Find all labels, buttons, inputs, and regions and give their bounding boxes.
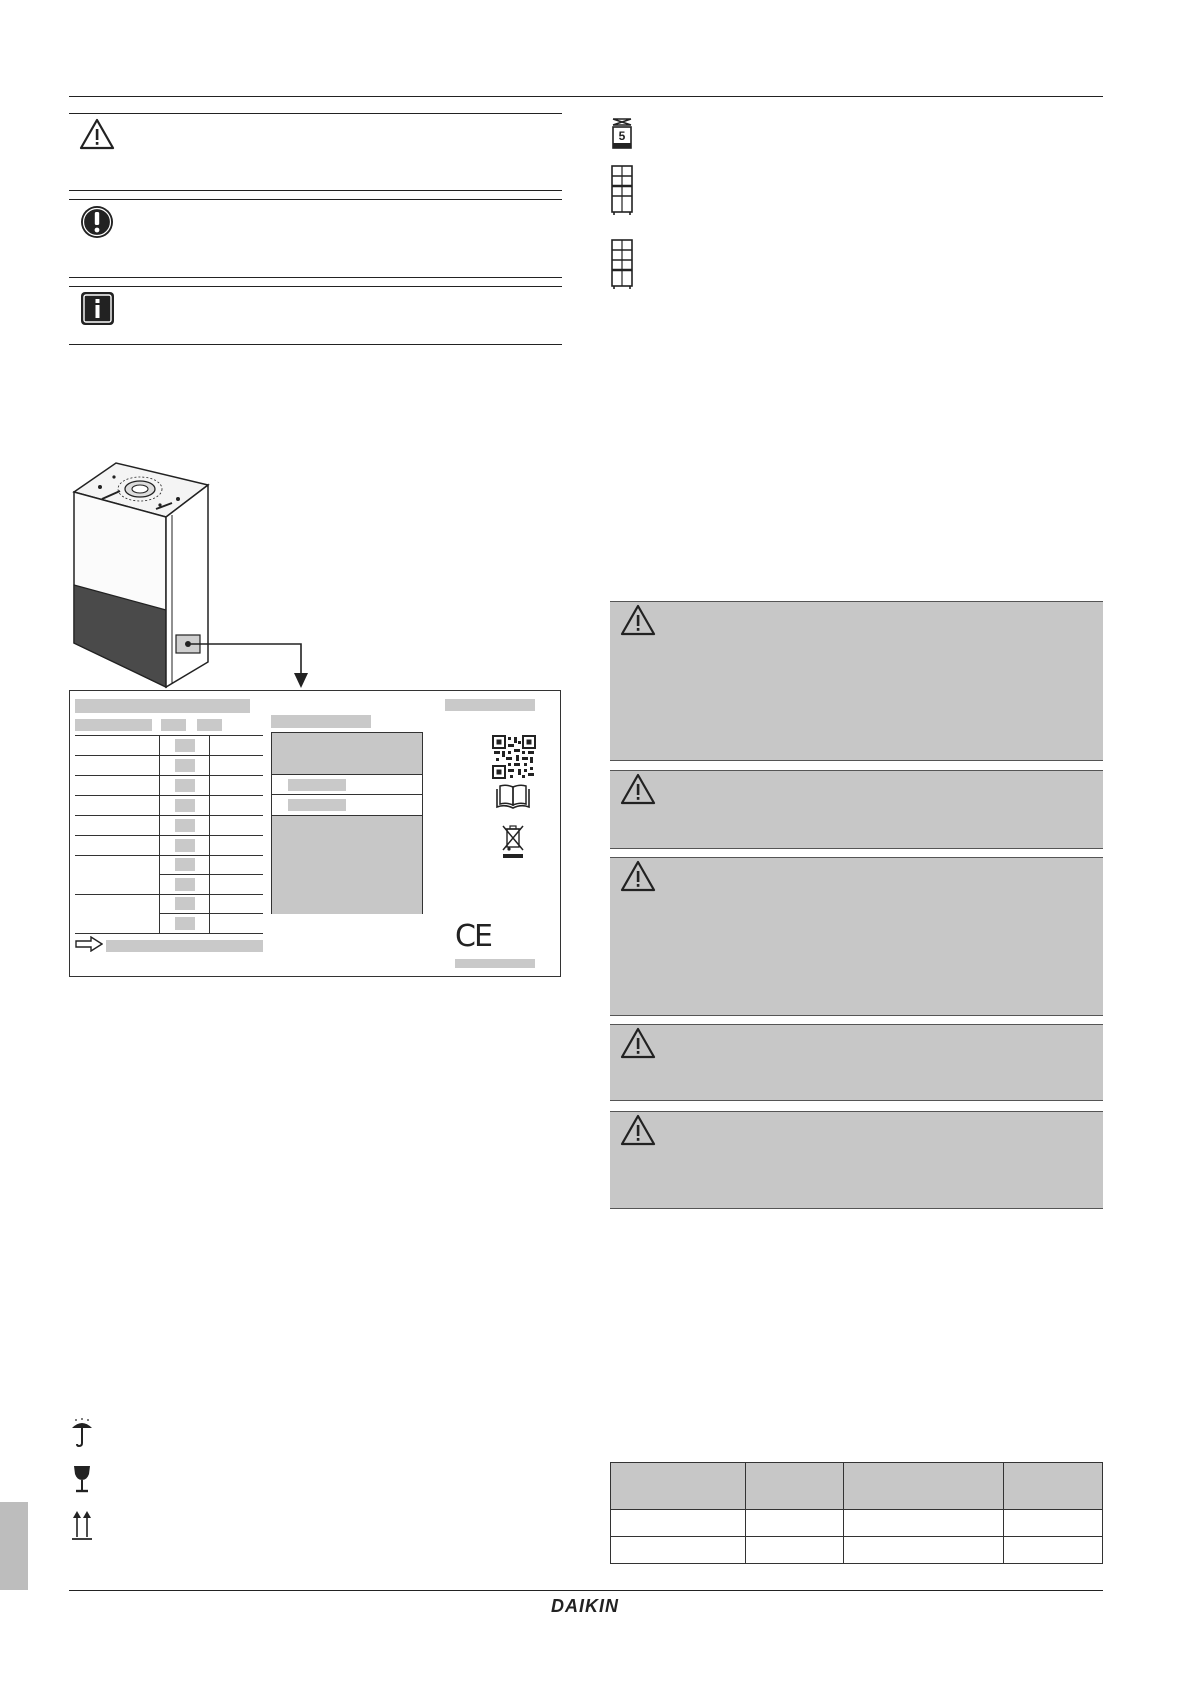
plate-row-line bbox=[75, 755, 263, 756]
plate-middle-header-bar bbox=[271, 715, 371, 728]
parameter-table bbox=[610, 1462, 1103, 1564]
warning-panel bbox=[610, 770, 1103, 849]
table-header-cell bbox=[844, 1463, 1004, 1510]
warning-triangle-icon bbox=[79, 118, 115, 150]
table-header-cell bbox=[746, 1463, 844, 1510]
nameplate-diagram bbox=[69, 690, 561, 977]
plate-value-cell bbox=[175, 839, 195, 852]
svg-text:5: 5 bbox=[618, 129, 626, 143]
table-cell bbox=[1004, 1510, 1103, 1537]
warning-panel bbox=[610, 601, 1103, 761]
plate-ce-bar bbox=[455, 959, 535, 968]
chapter-side-tab bbox=[0, 1502, 28, 1590]
plate-row-line bbox=[75, 775, 263, 776]
warning-panel bbox=[610, 857, 1103, 1016]
plate-row-line bbox=[75, 735, 263, 736]
table-cell bbox=[1004, 1537, 1103, 1564]
qr-code-icon bbox=[492, 735, 536, 779]
nameplate-title-bar bbox=[75, 699, 250, 713]
notice-rule bbox=[69, 113, 562, 114]
notice-rule bbox=[69, 286, 562, 287]
table-row bbox=[611, 1537, 1103, 1564]
plate-row-line bbox=[75, 835, 263, 836]
warning-triangle-icon bbox=[620, 1027, 656, 1059]
table-header-row bbox=[611, 1463, 1103, 1510]
plate-value-cell bbox=[175, 897, 195, 910]
table-cell bbox=[746, 1510, 844, 1537]
plate-row-line bbox=[75, 795, 263, 796]
notice-rule bbox=[69, 190, 562, 191]
table-row bbox=[611, 1510, 1103, 1537]
table-cell bbox=[844, 1510, 1004, 1537]
plate-middle-block bbox=[271, 732, 423, 914]
plate-value-cell bbox=[175, 779, 195, 792]
information-icon bbox=[80, 291, 115, 326]
header-rule bbox=[69, 96, 1103, 97]
plate-column-line bbox=[159, 735, 160, 933]
notice-rule bbox=[69, 344, 562, 345]
plate-header-bar bbox=[161, 719, 186, 731]
plate-header-bar bbox=[197, 719, 222, 731]
plate-row-line bbox=[159, 913, 263, 914]
read-manual-book-icon bbox=[495, 783, 531, 811]
keep-dry-umbrella-icon bbox=[70, 1418, 94, 1448]
notice-rule bbox=[69, 199, 562, 200]
table-header-cell bbox=[611, 1463, 746, 1510]
plate-footer-bar bbox=[106, 940, 263, 952]
stacking-icon bbox=[610, 164, 634, 216]
notice-rule bbox=[69, 277, 562, 278]
weee-crossed-bin-icon bbox=[500, 823, 526, 861]
stacking-icon bbox=[610, 238, 634, 290]
plate-value-cell bbox=[175, 759, 195, 772]
warning-triangle-icon bbox=[620, 1114, 656, 1146]
plate-value-cell bbox=[175, 878, 195, 891]
warning-triangle-icon bbox=[620, 773, 656, 805]
plate-column-line bbox=[209, 735, 210, 933]
plate-value-cell bbox=[175, 819, 195, 832]
table-cell bbox=[746, 1537, 844, 1564]
plate-row-line bbox=[159, 874, 263, 875]
plate-row-line bbox=[75, 894, 263, 895]
ce-mark-icon: CE bbox=[455, 919, 491, 954]
table-cell bbox=[844, 1537, 1004, 1564]
table-cell bbox=[611, 1510, 746, 1537]
fragile-glass-icon bbox=[72, 1464, 92, 1494]
table-cell bbox=[611, 1537, 746, 1564]
plate-value-cell bbox=[175, 858, 195, 871]
brand-logo: DAIKIN bbox=[551, 1596, 619, 1616]
plate-row-line bbox=[75, 855, 263, 856]
warning-panel bbox=[610, 1111, 1103, 1209]
nameplate-serial-bar bbox=[445, 699, 535, 711]
warning-triangle-icon bbox=[620, 604, 656, 636]
plate-row-line bbox=[75, 933, 263, 934]
arrow-right-outline-icon bbox=[75, 936, 103, 952]
stack-limit-5-icon bbox=[610, 116, 634, 150]
footer-rule bbox=[69, 1590, 1103, 1591]
this-way-up-arrows-icon bbox=[70, 1510, 94, 1542]
plate-value-cell bbox=[175, 739, 195, 752]
plate-header-bar bbox=[75, 719, 152, 731]
table-header-cell bbox=[1004, 1463, 1103, 1510]
plate-value-cell bbox=[175, 799, 195, 812]
plate-value-cell bbox=[175, 917, 195, 930]
exclamation-circle-icon bbox=[80, 205, 114, 239]
plate-row-line bbox=[75, 815, 263, 816]
warning-panel bbox=[610, 1024, 1103, 1101]
boiler-unit-illustration bbox=[68, 455, 318, 690]
warning-triangle-icon bbox=[620, 860, 656, 892]
